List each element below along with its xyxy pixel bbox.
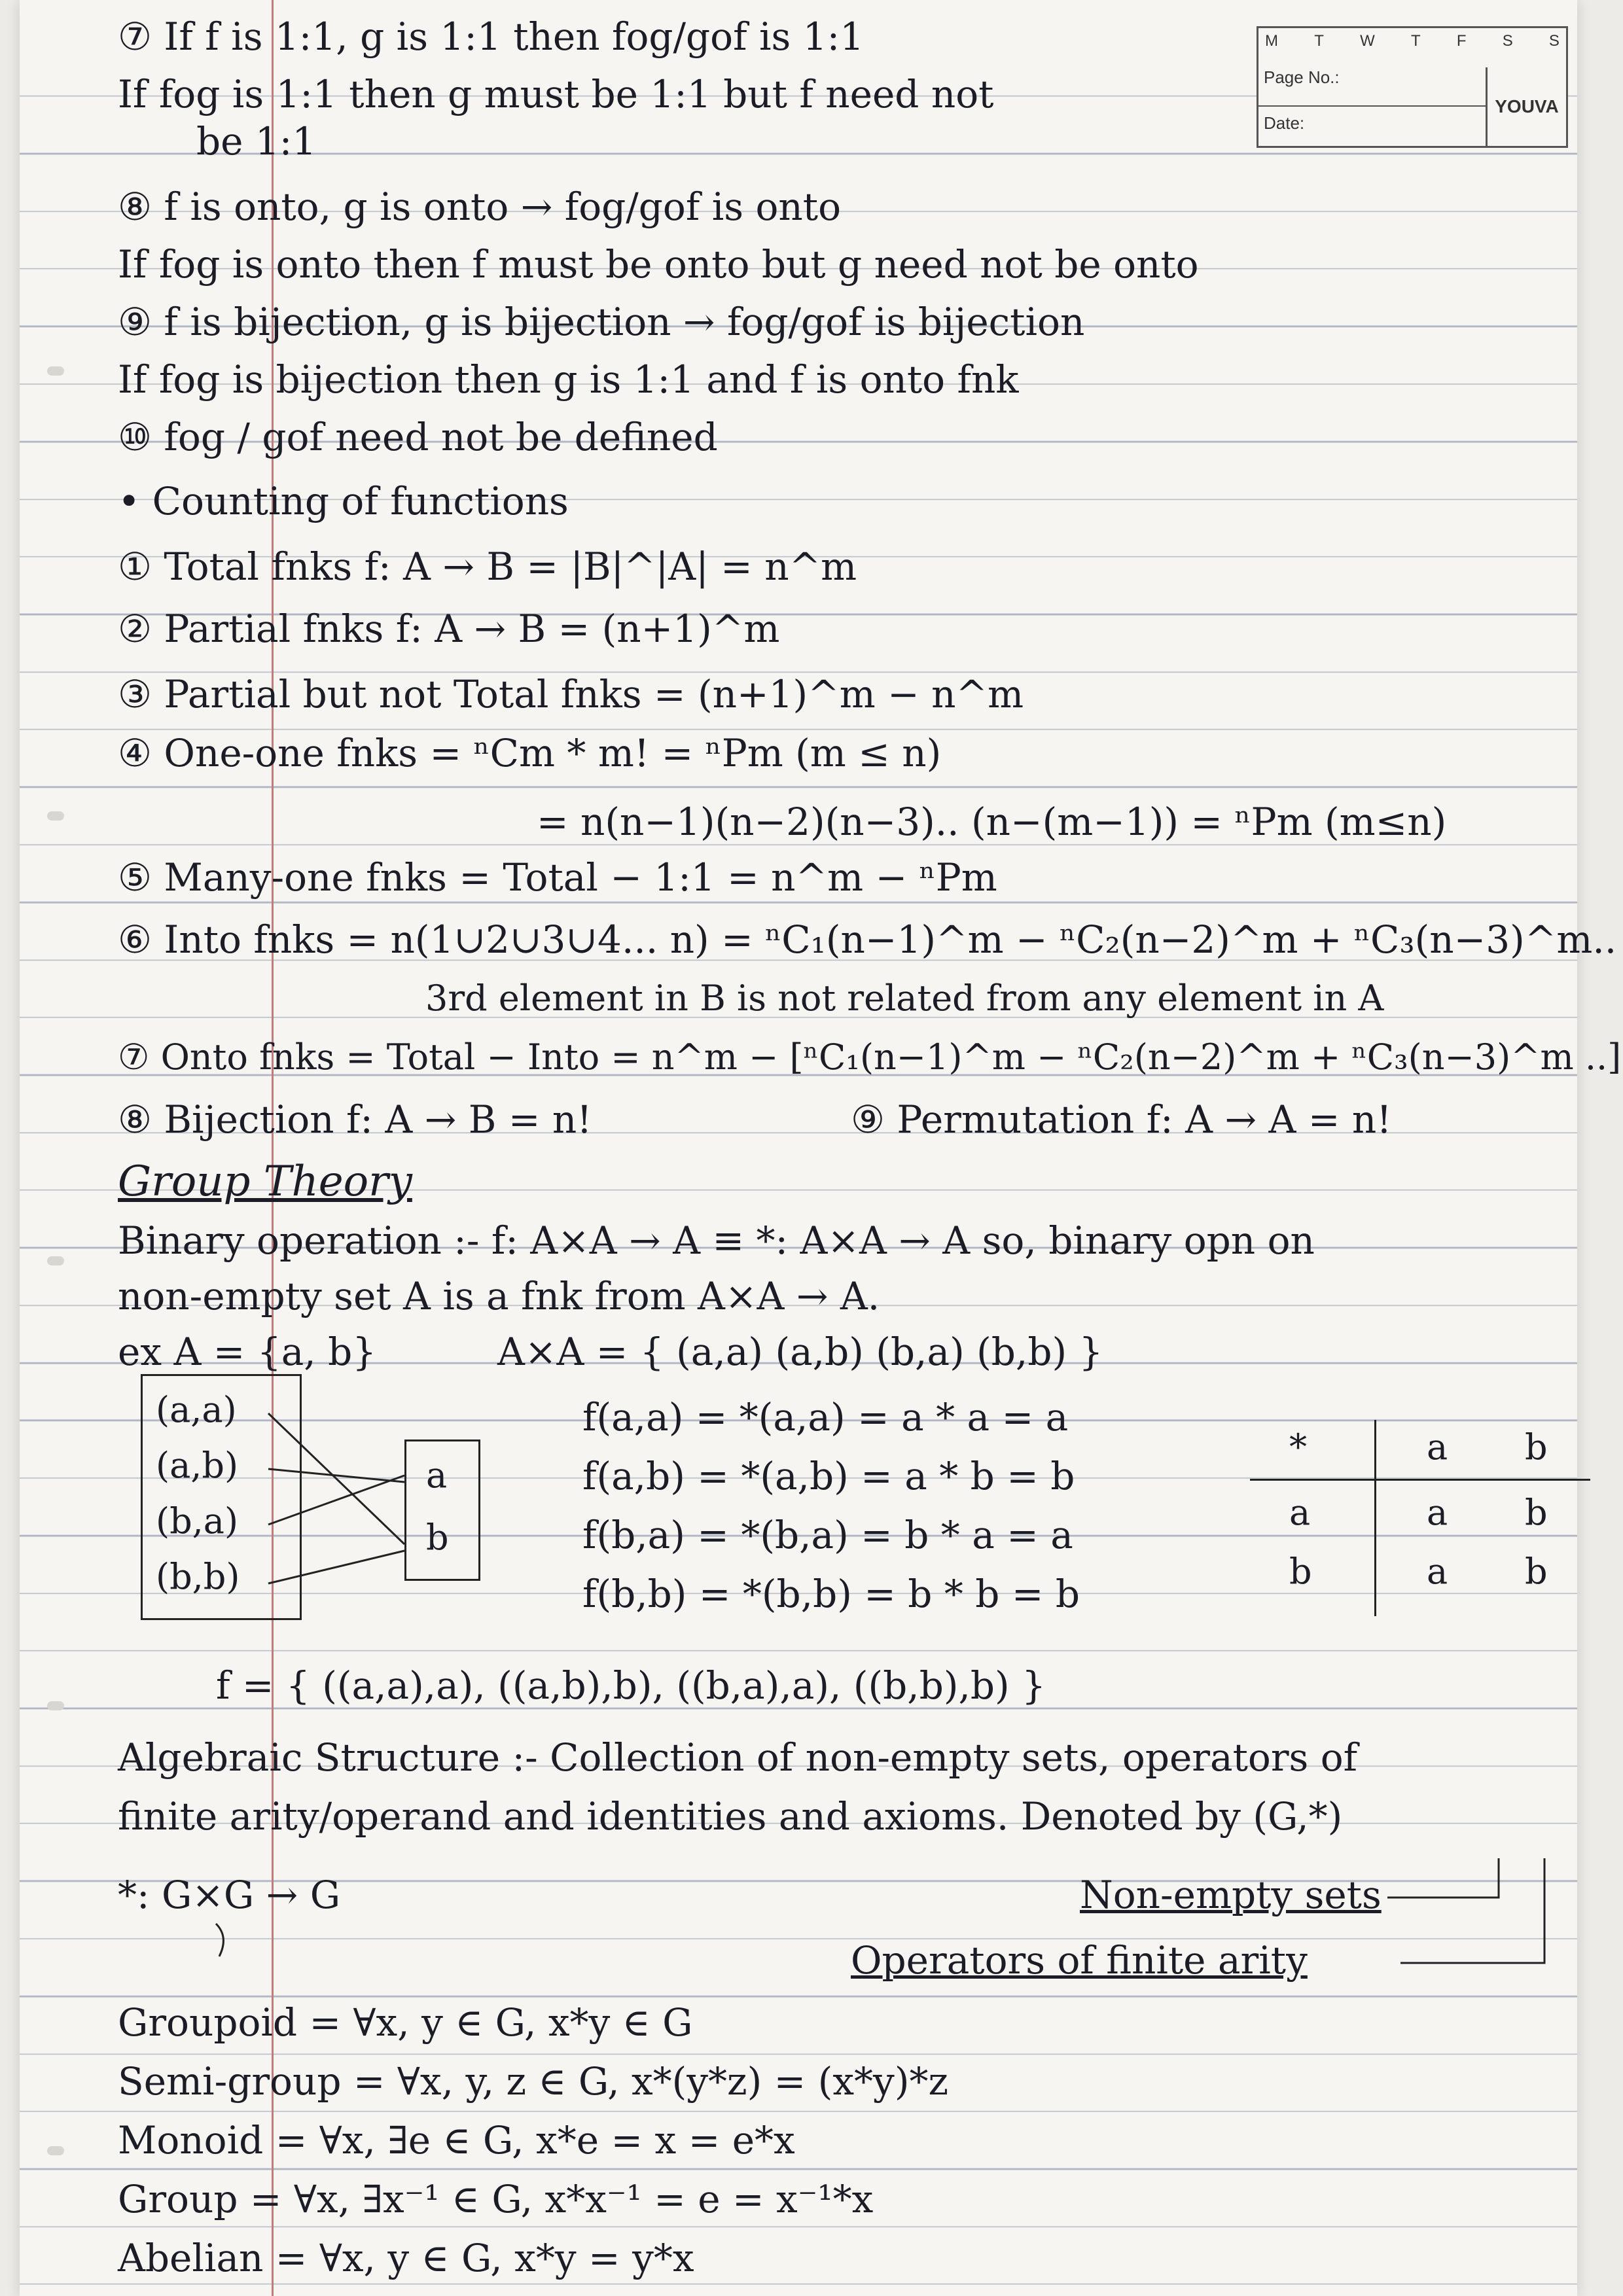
note-line: f(b,a) = *(b,a) = b * a = a bbox=[582, 1513, 1073, 1557]
table-row-header: a bbox=[1289, 1492, 1311, 1533]
note-line: ④ One-one fnks = ⁿCm * m! = ⁿPm (m ≤ n) bbox=[118, 731, 942, 775]
note-line: f = { ((a,a),a), ((a,b),b), ((b,a),a), ((b,b),b) } bbox=[216, 1663, 1046, 1708]
note-line: If fog is onto then f must be onto but g need not be onto bbox=[118, 242, 1199, 287]
note-line: ⑦ If f is 1:1, g is 1:1 then fog/gof is 1:1 bbox=[118, 14, 865, 59]
note-line: Semi-group = ∀x, y, z ∈ G, x*(y*z) = (x*y)*z bbox=[118, 2059, 949, 2104]
note-line: Binary operation :- f: A×A → A ≡ *: A×A → A so, binary opn on bbox=[118, 1218, 1315, 1263]
table-row-header: b bbox=[1289, 1551, 1312, 1592]
bracket-line bbox=[216, 1924, 223, 1956]
note-line: = n(n−1)(n−2)(n−3).. (n−(m−1)) = ⁿPm (m≤n) bbox=[537, 800, 1447, 844]
day-label: T bbox=[1314, 32, 1324, 50]
note-line: Abelian = ∀x, y ∈ G, x*y = y*x bbox=[118, 2236, 694, 2280]
note-line: Algebraic Structure :- Collection of non-empty sets, operators of bbox=[118, 1735, 1358, 1780]
section-title: Group Theory bbox=[118, 1157, 412, 1206]
note-line: ⑤ Many-one fnks = Total − 1:1 = n^m − ⁿPm bbox=[118, 855, 997, 900]
note-line: ① Total fnks f: A → B = |B|^|A| = n^m bbox=[118, 544, 857, 589]
note-line: ⑧ Bijection f: A → B = n! bbox=[118, 1097, 592, 1142]
date-label: Date: bbox=[1264, 113, 1305, 133]
table-cell: b bbox=[1525, 1492, 1548, 1533]
note-line: *: G×G → G bbox=[118, 1873, 341, 1917]
day-label: S bbox=[1548, 32, 1560, 50]
note-line: ⑧ f is onto, g is onto → fog/gof is onto bbox=[118, 185, 842, 229]
page-no-label: Page No.: bbox=[1264, 67, 1340, 87]
codomain-element: b bbox=[426, 1517, 449, 1558]
annotation-label: Non-empty sets bbox=[1080, 1873, 1382, 1917]
annotation-brackets bbox=[20, 0, 1577, 2296]
table-cell: a bbox=[1427, 1492, 1448, 1533]
note-line: Groupoid = ∀x, y ∈ G, x*y ∈ G bbox=[118, 2000, 693, 2045]
note-line: If fog is bijection then g is 1:1 and f is onto fnk bbox=[118, 357, 1019, 402]
table-col-header: b bbox=[1525, 1426, 1548, 1468]
day-label: T bbox=[1410, 32, 1421, 50]
day-label: M bbox=[1265, 32, 1278, 50]
section-heading: • Counting of functions bbox=[118, 479, 569, 523]
note-line: f(a,b) = *(a,b) = a * b = b bbox=[582, 1454, 1075, 1498]
note-line: non-empty set A is a fnk from A×A → A. bbox=[118, 1274, 880, 1318]
bracket-line bbox=[1387, 1858, 1499, 1898]
table-corner: * bbox=[1289, 1426, 1307, 1468]
note-line: Monoid = ∀x, ∃e ∈ G, x*e = x = e*x bbox=[118, 2118, 795, 2163]
domain-element: (a,a) bbox=[156, 1389, 237, 1430]
note-line: ③ Partial but not Total fnks = (n+1)^m − n^m bbox=[118, 672, 1024, 716]
day-label: W bbox=[1360, 32, 1375, 50]
notebook-page bbox=[20, 0, 1622, 2296]
note-line: ex A = {a, b} bbox=[118, 1330, 377, 1374]
note-line: 3rd element in B is not related from any element in A bbox=[425, 978, 1384, 1019]
note-line: ⑨ Permutation f: A → A = n! bbox=[851, 1097, 1392, 1142]
note-line: A×A = { (a,a) (a,b) (b,a) (b,b) } bbox=[497, 1330, 1103, 1374]
table-cell: a bbox=[1427, 1551, 1448, 1592]
day-label: F bbox=[1456, 32, 1467, 50]
note-line: If fog is 1:1 then g must be 1:1 but f need not bbox=[118, 72, 994, 116]
note-line: f(b,b) = *(b,b) = b * b = b bbox=[582, 1572, 1080, 1616]
table-cell: b bbox=[1525, 1551, 1548, 1592]
note-line: ⑥ Into fnks = n(1∪2∪3∪4... n) = ⁿC₁(n−1)^m − ⁿC₂(n−2)^m + ⁿC₃(n−3)^m.. bbox=[118, 917, 1617, 962]
note-line: ⑩ fog / gof need not be defined bbox=[118, 415, 718, 459]
brand-logo: YOUVA bbox=[1486, 67, 1566, 146]
table-col-header: a bbox=[1427, 1426, 1448, 1468]
codomain-element: a bbox=[426, 1455, 448, 1496]
domain-element: (b,b) bbox=[156, 1556, 240, 1597]
day-label: S bbox=[1502, 32, 1513, 50]
annotation-label: Operators of finite arity bbox=[851, 1938, 1308, 1983]
domain-element: (a,b) bbox=[156, 1445, 239, 1486]
note-line: ⑨ f is bijection, g is bijection → fog/gof is bijection bbox=[118, 300, 1085, 344]
note-line: f(a,a) = *(a,a) = a * a = a bbox=[582, 1395, 1069, 1439]
note-line: Group = ∀x, ∃x⁻¹ ∈ G, x*x⁻¹ = e = x⁻¹*x bbox=[118, 2177, 874, 2221]
note-line: ② Partial fnks f: A → B = (n+1)^m bbox=[118, 607, 780, 651]
bracket-line bbox=[1400, 1858, 1544, 1963]
note-line: be 1:1 bbox=[196, 119, 317, 164]
note-line: finite arity/operand and identities and axioms. Denoted by (G,*) bbox=[118, 1794, 1343, 1839]
note-line: ⑦ Onto fnks = Total − Into = n^m − [ⁿC₁(n−1)^m − ⁿC₂(n−2)^m + ⁿC₃(n−3)^m ..] bbox=[118, 1036, 1622, 1078]
domain-element: (b,a) bbox=[156, 1500, 239, 1542]
